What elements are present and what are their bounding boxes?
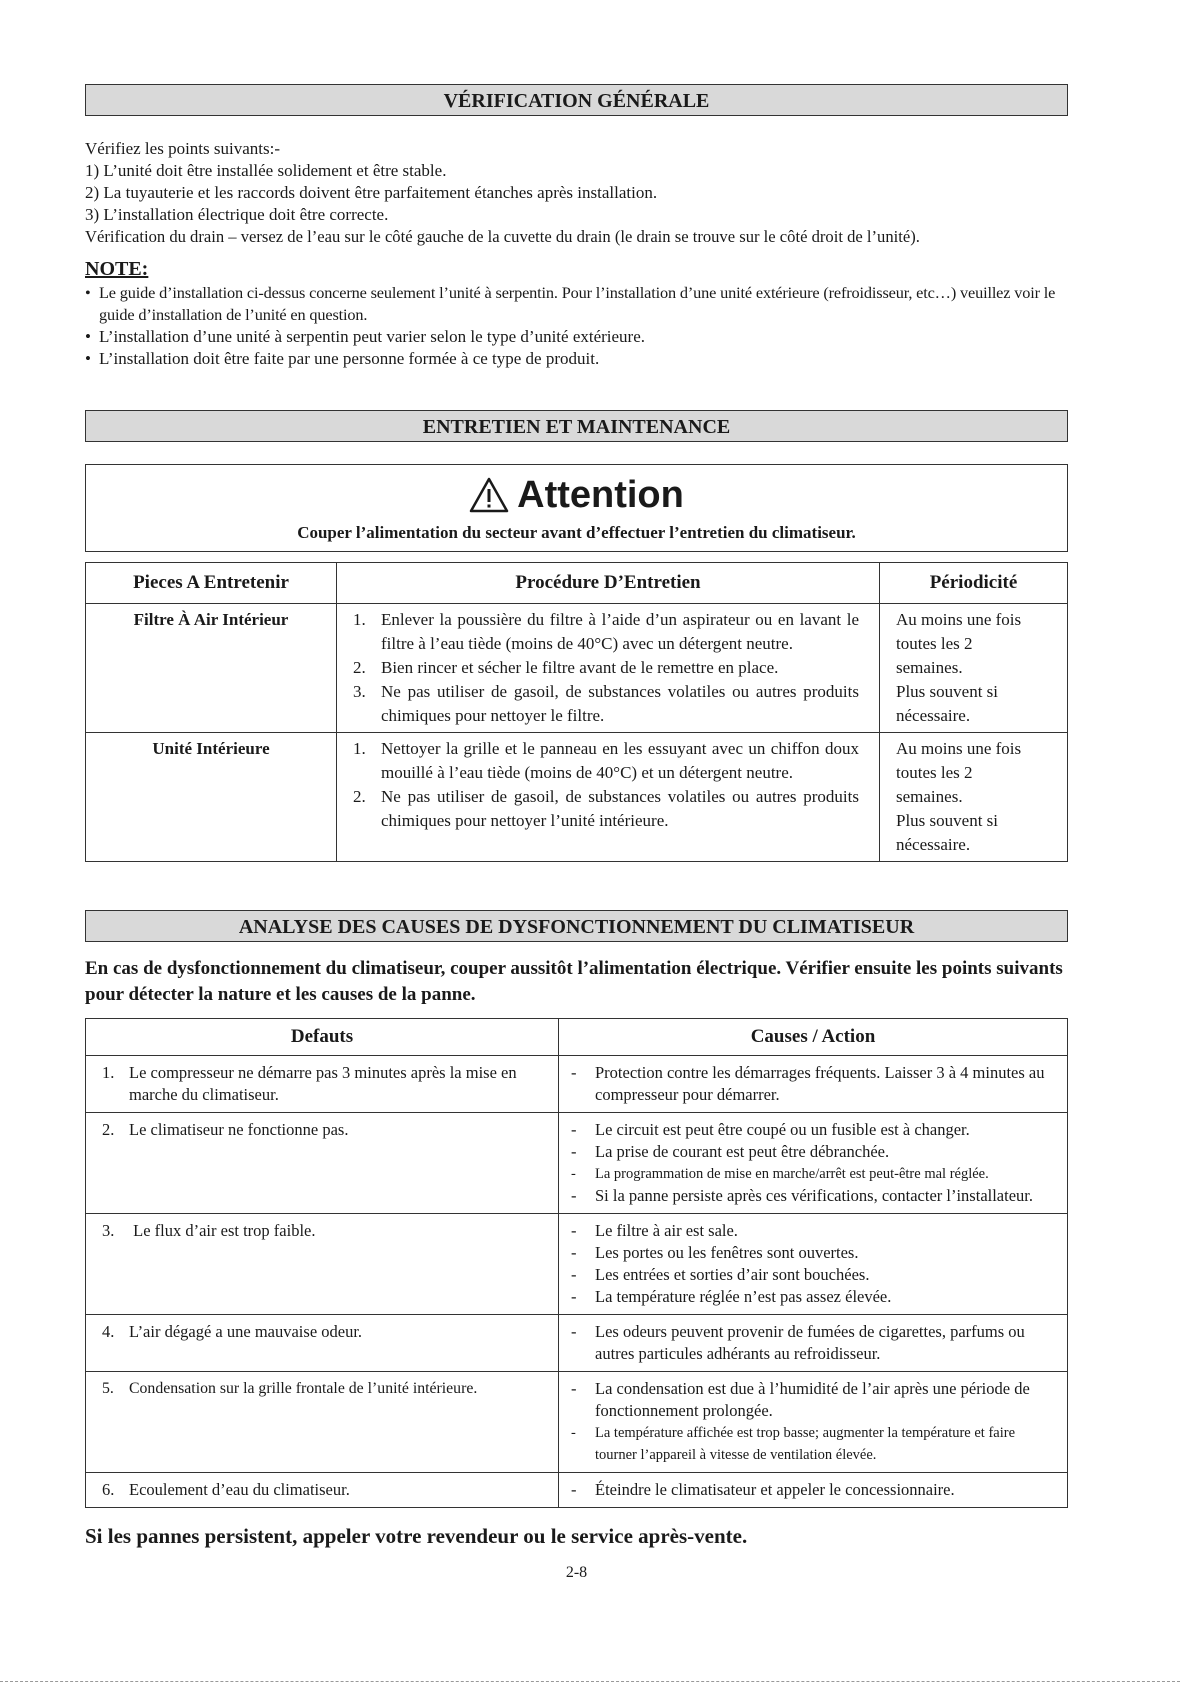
maintenance-table-header bbox=[86, 563, 1068, 604]
action-item: - La température réglée n’est pas assez élevée. bbox=[571, 1287, 892, 1306]
action-cell bbox=[559, 1056, 1068, 1113]
action-item: - Les odeurs peuvent provenir de fumées de cigarettes, parfums ou autres particules adhérants au refroidisseur. bbox=[571, 1322, 1025, 1363]
procedure-cell bbox=[337, 604, 880, 733]
col-header-frequency: Périodicité bbox=[880, 563, 1068, 604]
col-header-procedure: Procédure D’Entretien bbox=[337, 563, 880, 604]
note-list bbox=[85, 282, 1068, 370]
action-item: - La programmation de mise en marche/arrêt est peut-être mal réglée. bbox=[571, 1166, 989, 1182]
procedure-step: 1. Enlever la poussière du filtre à l’aide d’un aspirateur ou en lavant le filtre à l’eau tiède (moins de 40°C) avec un détergent neutre. bbox=[353, 610, 859, 653]
troubleshooting-intro: En cas de dysfonctionnement du climatiseur, couper aussitôt l’alimentation électrique. Vérifier ensuite les points suivants pour détecter la nature et les causes de la panne. bbox=[85, 958, 1063, 1005]
action-cell bbox=[559, 1372, 1068, 1473]
table-row bbox=[86, 604, 1068, 733]
attention-title bbox=[86, 465, 1067, 517]
action-cell bbox=[559, 1214, 1068, 1315]
bullet-icon: • bbox=[85, 283, 91, 302]
action-item: - La condensation est due à l’humidité de l’air après une période de fonctionnement prolongée. bbox=[571, 1379, 1030, 1420]
part-name: Unité Intérieure bbox=[86, 733, 337, 862]
action-item: - Protection contre les démarrages fréquents. Laisser 3 à 4 minutes au compresseur pour démarrer. bbox=[571, 1063, 1045, 1104]
section-header-troubleshooting: ANALYSE DES CAUSES DE DYSFONCTIONNEMENT DU CLIMATISEUR bbox=[85, 910, 1068, 942]
manual-page bbox=[85, 84, 1068, 1582]
action-item: - Les entrées et sorties d’air sont bouchées. bbox=[571, 1265, 870, 1284]
note-bullet: • L’installation d’une unité à serpentin peut varier selon le type d’unité extérieure. bbox=[85, 327, 646, 346]
table-row bbox=[86, 1056, 1068, 1113]
action-cell bbox=[559, 1315, 1068, 1372]
table-row bbox=[86, 1113, 1068, 1214]
action-item: - Le filtre à air est sale. bbox=[571, 1221, 738, 1240]
note-bullet: • L’installation doit être faite par une personne formée à ce type de produit. bbox=[85, 349, 600, 368]
bullet-icon: • bbox=[85, 327, 91, 346]
frequency-cell: Au moins une fois toutes les 2 semaines. Plus souvent si nécessaire. bbox=[880, 733, 1068, 862]
note-title: NOTE: bbox=[85, 258, 149, 280]
section-header-maintenance: ENTRETIEN ET MAINTENANCE bbox=[85, 410, 1068, 442]
page-number: 2-8 bbox=[565, 1564, 588, 1581]
action-cell bbox=[559, 1473, 1068, 1508]
table-row bbox=[86, 1372, 1068, 1473]
col-header-part: Pieces A Entretenir bbox=[86, 563, 337, 604]
verification-text bbox=[85, 138, 1068, 248]
action-item: - Si la panne persiste après ces vérifications, contacter l’installateur. bbox=[571, 1186, 1033, 1205]
bullet-icon: • bbox=[85, 349, 91, 368]
verification-item: 2) La tuyauterie et les raccords doivent être parfaitement étanches après installation. bbox=[85, 183, 658, 202]
table-row bbox=[86, 1315, 1068, 1372]
procedure-cell bbox=[337, 733, 880, 862]
verification-intro: Vérifiez les points suivants:- bbox=[85, 139, 280, 158]
note-bullet: • Le guide d’installation ci-dessus concerne seulement l’unité à serpentin. Pour l’installation d’une unité extérieure (refroidisseur, etc…) veuillez voir le guide d’installation de l’unité en question. bbox=[85, 283, 1056, 324]
table-row bbox=[86, 1473, 1068, 1508]
verification-item: 1) L’unité doit être installée solidement et être stable. bbox=[85, 161, 447, 180]
section-header-verification: VÉRIFICATION GÉNÉRALE bbox=[85, 84, 1068, 116]
table-row bbox=[86, 733, 1068, 862]
defect-cell: 3. Le flux d’air est trop faible. bbox=[86, 1214, 559, 1315]
attention-label: Attention bbox=[517, 474, 684, 516]
part-name: Filtre À Air Intérieur bbox=[86, 604, 337, 733]
procedure-step: 3. Ne pas utiliser de gasoil, de substances volatiles ou autres produits chimiques pour nettoyer le filtre. bbox=[353, 682, 859, 725]
defect-cell: 2. Le climatiseur ne fonctionne pas. bbox=[86, 1113, 559, 1214]
warning-triangle-icon bbox=[469, 477, 509, 513]
defect-cell: 5. Condensation sur la grille frontale de l’unité intérieure. bbox=[86, 1372, 559, 1473]
defect-cell: 1. Le compresseur ne démarre pas 3 minutes après la mise en marche du climatiseur. bbox=[86, 1056, 559, 1113]
action-cell bbox=[559, 1113, 1068, 1214]
troubleshooting-table bbox=[85, 1018, 1068, 1508]
maintenance-table bbox=[85, 562, 1068, 862]
table-row bbox=[86, 1214, 1068, 1315]
page-edge-divider bbox=[0, 1681, 1180, 1682]
procedure-step: 2. Ne pas utiliser de gasoil, de substances volatiles ou autres produits chimiques pour nettoyer l’unité intérieure. bbox=[353, 787, 859, 830]
frequency-cell: Au moins une fois toutes les 2 semaines. Plus souvent si nécessaire. bbox=[880, 604, 1068, 733]
attention-text: Couper l’alimentation du secteur avant d’effectuer l’entretien du climatiseur. bbox=[297, 523, 856, 542]
procedure-step: 2. Bien rincer et sécher le filtre avant de le remettre en place. bbox=[353, 658, 779, 677]
col-header-causes: Causes / Action bbox=[559, 1019, 1068, 1056]
action-item: - Les portes ou les fenêtres sont ouvertes. bbox=[571, 1243, 859, 1262]
action-item: - Éteindre le climatisateur et appeler le concessionnaire. bbox=[571, 1480, 955, 1499]
verification-item: 3) L’installation électrique doit être correcte. bbox=[85, 205, 389, 224]
defect-cell: 4. L’air dégagé a une mauvaise odeur. bbox=[86, 1315, 559, 1372]
procedure-step: 1. Nettoyer la grille et le panneau en les essuyant avec un chiffon doux mouillé à l’eau tiède (moins de 40°C) et un détergent neutre. bbox=[353, 739, 859, 782]
closing-advice: Si les pannes persistent, appeler votre revendeur ou le service après-vente. bbox=[85, 1524, 748, 1548]
defect-cell: 6. Ecoulement d’eau du climatiseur. bbox=[86, 1473, 559, 1508]
action-item: - Le circuit est peut être coupé ou un fusible est à changer. bbox=[571, 1120, 970, 1139]
drain-check: Vérification du drain – versez de l’eau sur le côté gauche de la cuvette du drain (le drain se trouve sur le côté droit de l’unité). bbox=[85, 227, 920, 246]
attention-box bbox=[85, 464, 1068, 552]
action-item: - La prise de courant est peut être débranchée. bbox=[571, 1142, 890, 1161]
col-header-defects: Defauts bbox=[86, 1019, 559, 1056]
troubleshooting-table-header bbox=[86, 1019, 1068, 1056]
action-item: - La température affichée est trop basse; augmenter la température et faire tourner l’appareil à vitesse de ventilation élevée. bbox=[571, 1425, 1016, 1463]
